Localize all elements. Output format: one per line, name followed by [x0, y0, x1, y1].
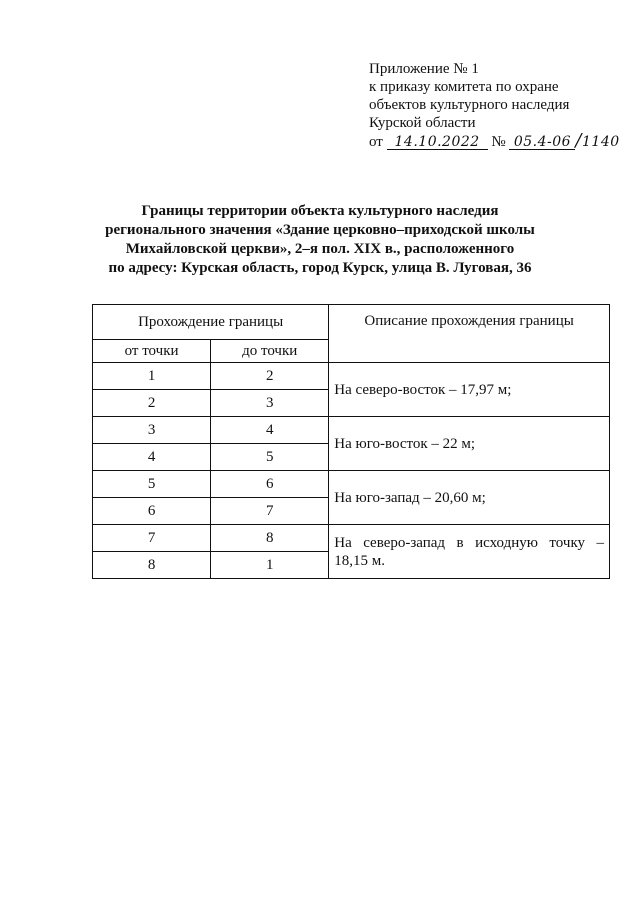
header-boundary-pass: Прохождение границы [93, 305, 329, 340]
handwritten-slash: / [575, 130, 582, 151]
date-prefix: от [369, 134, 383, 150]
handwritten-number-suffix: 1140 [582, 134, 620, 150]
annex-date-number-line [369, 132, 620, 151]
handwritten-date: 14.10.2022 [387, 135, 488, 150]
annex-block [369, 60, 620, 151]
row-4-from: 4 [93, 444, 211, 471]
row-1-to: 2 [211, 363, 329, 390]
row-5-to: 6 [211, 471, 329, 498]
description-southeast: На юго-восток – 22 м; [329, 417, 610, 471]
row-3-from: 3 [93, 417, 211, 444]
handwritten-number: 05.4-06 [509, 135, 575, 150]
row-8-to: 1 [211, 552, 329, 579]
row-2-from: 2 [93, 390, 211, 417]
row-7-from: 7 [93, 525, 211, 552]
description-northwest-line-2: 18,15 м. [334, 552, 385, 569]
header-description: Описание прохождения границы [329, 305, 610, 363]
title-line-3: Михайловской церкви», 2–я пол. XIX в., расположенного [125, 241, 515, 257]
title-line-4: по адресу: Курская область, город Курск, улица В. Луговая, 36 [108, 260, 532, 276]
row-3-to: 4 [211, 417, 329, 444]
header-from-point: от точки [93, 340, 211, 363]
annex-committee-line: объектов культурного наследия [369, 97, 570, 113]
row-5-from: 5 [93, 471, 211, 498]
annex-title: Приложение № 1 [369, 61, 479, 77]
row-7-to: 8 [211, 525, 329, 552]
row-6-from: 6 [93, 498, 211, 525]
row-2-to: 3 [211, 390, 329, 417]
description-northeast: На северо-восток – 17,97 м; [329, 363, 610, 417]
row-4-to: 5 [211, 444, 329, 471]
annex-region-line: Курской области [369, 115, 476, 131]
description-northwest [329, 525, 610, 579]
row-1-from: 1 [93, 363, 211, 390]
number-prefix: № [491, 134, 506, 150]
row-8-from: 8 [93, 552, 211, 579]
description-southwest: На юго-запад – 20,60 м; [329, 471, 610, 525]
title-line-1: Границы территории объекта культурного наследия [141, 203, 499, 219]
row-6-to: 7 [211, 498, 329, 525]
document-title [80, 202, 560, 278]
title-line-2: регионального значения «Здание церковно–приходской школы [105, 222, 535, 238]
annex-order-line: к приказу комитета по охране [369, 79, 559, 95]
boundary-table [92, 304, 610, 579]
header-to-point: до точки [211, 340, 329, 363]
description-northwest-line-1: На северо-запад в исходную точку – [334, 534, 604, 551]
